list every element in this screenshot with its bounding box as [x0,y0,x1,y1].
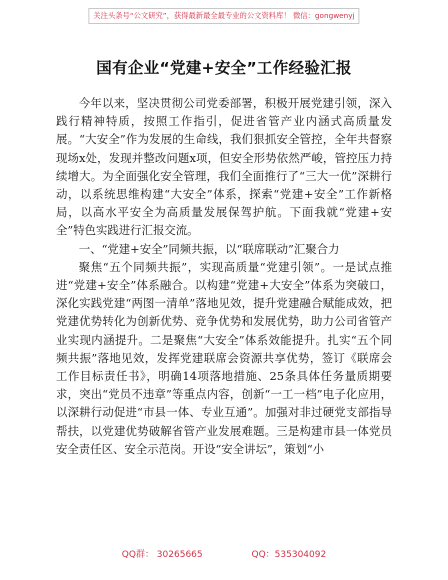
section-heading: 一、“党建+安全”同频共振，以“联席联动”汇聚合力 [78,241,340,256]
document-body [56,94,392,458]
body-paragraph: 今年以来，坚决贯彻公司党委部署，积极开展党建引领，深入践行精神特质，按照工作指引，促进省管产业内涵式高质量发展。“大安全”作为发展的生命线，我们狠抓安全管控，全年共督察现场x处，发现并整改问题x项，但安全形势依然严峻，管控压力持续增大。为全面强化安全管理，我们全面推行了“三大一优”深耕行动，以系统思维构建“大安全”体系，探索“党建+安全”工作新格局，以高水平安全为高质量发展保驾护航。下面我就“党建+安全”特色实践进行汇报交流。 [56,96,392,238]
footer-qq-group: QQ群： 30265665 [121,550,203,560]
body-paragraph: 聚焦“五个同频共振”，实现高质量“党建引领”。一是试点推进“党建+安全”体系融合。以构建“党建+大安全”体系为突破口，深化实践党建“两图一清单”落地见效，提升党建融合赋能成效，把党建优势转化为创新优势、竞争优势和发展优势，助力公司省管产业实现内涵提升。二是聚焦“大安全”体系效能提升。扎实“五个同频共振”落地见效，发挥党建联席会资源共享优势，签订《联席会工作目标责任书》，明确14项落地措施、25条具体任务量质期要求，突出“党员不违章”等重点内容，创新“一工一档”电子化应用，以深耕行动促进“市县一体、专业互通”。加强对非过硬党支部指导帮扶，以党建优势破解省管产业发展难题。三是构建市县一体党员安全责任区、安全示范岗。开设“安全讲坛”，策划“小 [56,259,392,456]
footer-contact [0,547,448,560]
document-title: 国有企业“党建+安全”工作经验汇报 [96,59,352,77]
footer-qq-number: QQ：535304092 [251,550,327,560]
header-notice-banner: 关注头条号“公文研究”，获得最新最全最专业的公文资料库！ 微信：gongwenyj [88,8,359,24]
